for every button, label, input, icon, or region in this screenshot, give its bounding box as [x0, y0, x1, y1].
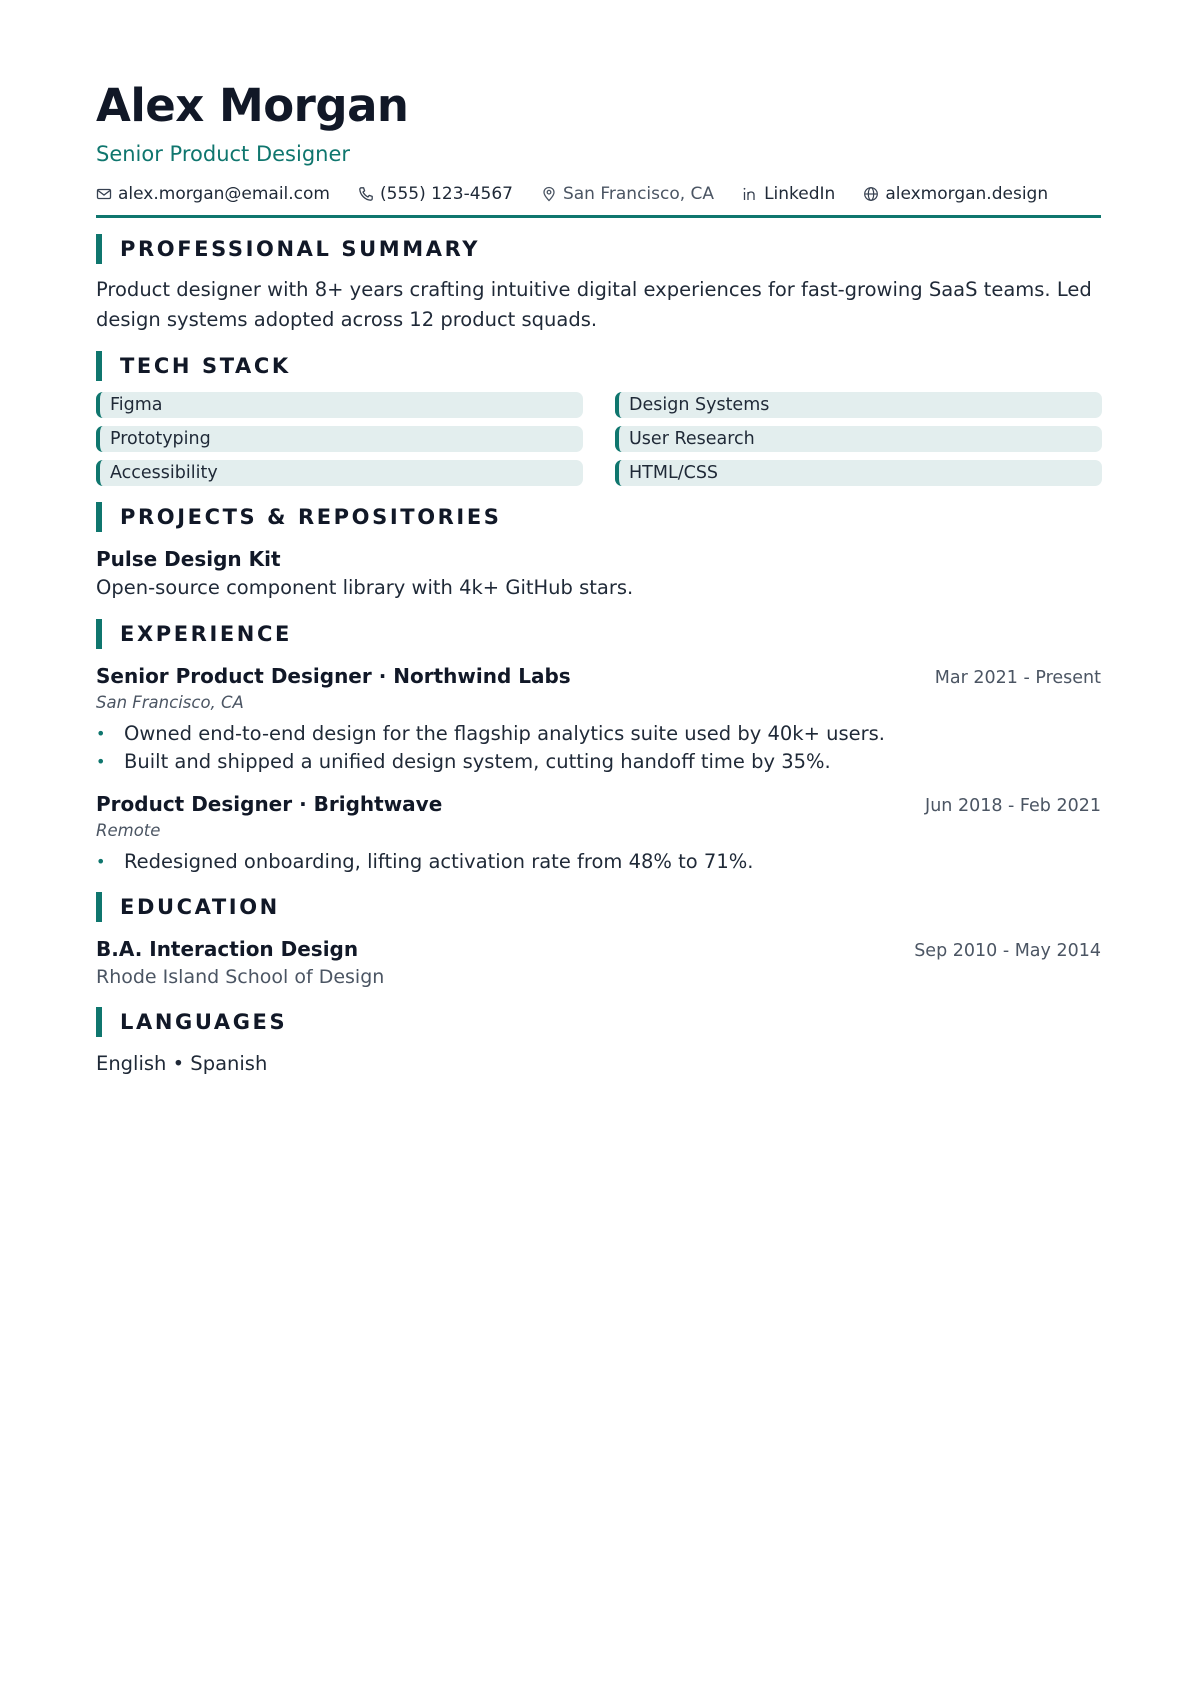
- project-title: Pulse Design Kit: [96, 547, 281, 571]
- skill-chip: Prototyping: [96, 426, 583, 452]
- projects-section: [96, 502, 1101, 603]
- skill-chip: HTML/CSS: [615, 460, 1102, 486]
- location-text: San Francisco, CA: [562, 184, 715, 204]
- job-entry: [96, 790, 1101, 876]
- skill-chip: Figma: [96, 392, 583, 418]
- skill-chip: Design Systems: [615, 392, 1102, 418]
- section-accent-bar: [96, 1007, 102, 1037]
- project-description: Open-source component library with 4k+ GitHub stars.: [96, 576, 634, 599]
- section-heading: [96, 234, 1101, 264]
- summary-text: Product designer with 8+ years crafting intuitive digital experiences for fast-growing SaaS teams. Led design systems adopted across 12 product squads.: [96, 278, 1092, 331]
- job-bullets: [96, 848, 1101, 876]
- linkedin-text: LinkedIn: [764, 184, 836, 204]
- bullet-text: Built and shipped a unified design system, cutting handoff time by 35%.: [124, 750, 831, 773]
- contact-email[interactable]: [96, 184, 330, 204]
- section-heading: [96, 502, 1101, 532]
- skill-chip: User Research: [615, 426, 1102, 452]
- section-heading: [96, 1007, 1101, 1037]
- section-accent-bar: [96, 619, 102, 649]
- skill-chip-grid: [96, 392, 1101, 486]
- job-location: Remote: [96, 821, 161, 840]
- bullet-dot: •: [96, 724, 106, 743]
- projects-heading: PROJECTS & REPOSITORIES: [120, 505, 502, 529]
- experience-section: [96, 619, 1101, 876]
- bullet-text: Redesigned onboarding, lifting activation rate from 48% to 71%.: [124, 850, 754, 873]
- languages-text: English • Spanish: [96, 1052, 268, 1075]
- mail-icon: [96, 186, 112, 202]
- section-accent-bar: [96, 892, 102, 922]
- languages-heading: LANGUAGES: [120, 1010, 288, 1034]
- section-accent-bar: [96, 234, 102, 264]
- section-heading: [96, 892, 1101, 922]
- phone-icon: [358, 186, 374, 202]
- skill-chip: Accessibility: [96, 460, 583, 486]
- job-dates: Jun 2018 - Feb 2021: [925, 796, 1101, 816]
- bullet-dot: •: [96, 752, 106, 771]
- job-title: Senior Product Designer · Northwind Labs: [96, 664, 571, 688]
- phone-text: (555) 123-4567: [380, 184, 513, 204]
- job-dates: Mar 2021 - Present: [934, 668, 1101, 688]
- summary-heading: PROFESSIONAL SUMMARY: [120, 237, 481, 261]
- bullet-item: [96, 848, 1101, 876]
- job-title: Product Designer · Brightwave: [96, 792, 443, 816]
- globe-icon: [863, 186, 879, 202]
- email-text: alex.morgan@email.com: [118, 184, 330, 204]
- summary-section: [96, 234, 1101, 335]
- bullet-item: [96, 720, 1101, 748]
- education-degree: B.A. Interaction Design: [96, 937, 359, 961]
- experience-heading: EXPERIENCE: [120, 622, 292, 646]
- candidate-role: Senior Product Designer: [96, 142, 351, 166]
- section-heading: [96, 619, 1101, 649]
- contact-row: [96, 182, 1101, 206]
- job-bullets: [96, 720, 1101, 776]
- contact-location: [541, 184, 714, 204]
- education-section: [96, 892, 1101, 991]
- resume-page: [96, 78, 1101, 1078]
- contact-website[interactable]: [863, 184, 1048, 204]
- languages-section: [96, 1007, 1101, 1078]
- education-dates: Sep 2010 - May 2014: [914, 941, 1101, 961]
- tech-stack-section: [96, 351, 1101, 486]
- tech-stack-heading: TECH STACK: [120, 354, 291, 378]
- bullet-text: Owned end-to-end design for the flagship analytics suite used by 40k+ users.: [124, 722, 886, 745]
- header-divider: [96, 215, 1101, 218]
- candidate-name: Alex Morgan: [96, 79, 409, 132]
- education-school: Rhode Island School of Design: [96, 966, 385, 988]
- contact-phone[interactable]: [358, 184, 513, 204]
- website-text: alexmorgan.design: [885, 184, 1049, 204]
- bullet-item: [96, 748, 1101, 776]
- bullet-dot: •: [96, 852, 106, 871]
- job-entry: [96, 662, 1101, 776]
- education-heading: EDUCATION: [120, 895, 280, 919]
- section-accent-bar: [96, 502, 102, 532]
- linkedin-icon: [742, 186, 758, 202]
- section-accent-bar: [96, 351, 102, 381]
- contact-linkedin[interactable]: [742, 184, 835, 204]
- location-pin-icon: [541, 186, 557, 202]
- section-heading: [96, 351, 1101, 381]
- job-location: San Francisco, CA: [96, 693, 244, 712]
